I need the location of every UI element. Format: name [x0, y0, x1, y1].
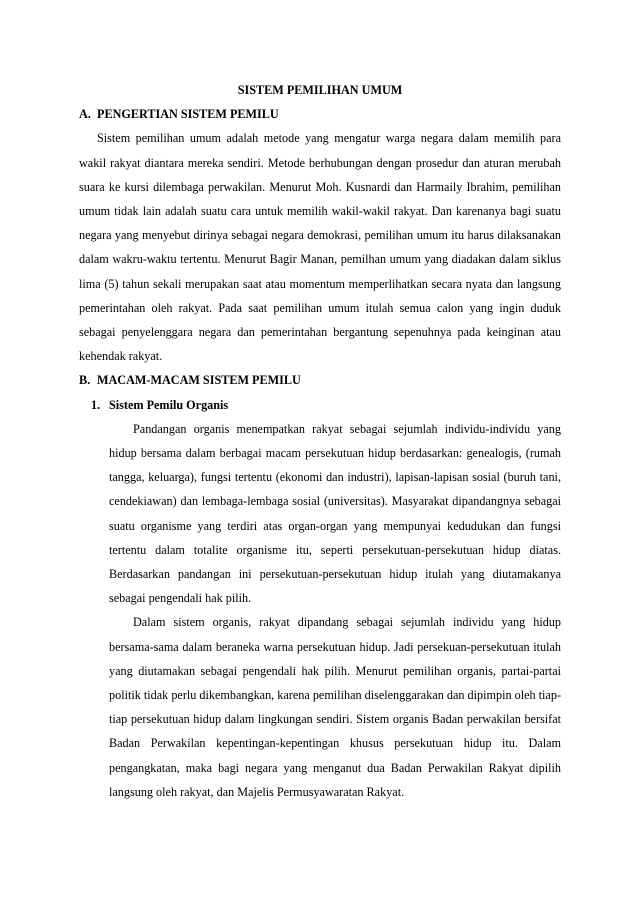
subsection-1-title: Sistem Pemilu Organis: [109, 397, 229, 412]
subsection-1-heading: [79, 393, 561, 417]
section-a-title: PENGERTIAN SISTEM PEMILU: [97, 107, 279, 122]
subsection-1-paragraph-2: Dalam sistem organis, rakyat dipandang sebagai sejumlah individu yang hidup bersama-sama dalam beraneka warna persekutuan hidup. Jadi persekuan-persekutuan itulah yang diutamakan sebagai pengendali hak pilih. Menurut pemilihan organis, partai-partai politik tidak perlu dikembangkan, karena pemilihan diselenggarakan dan dipimpin oleh tiap-tiap persekutuan hidup dalam lingkungan sendiri. Sistem organis Badan perwakilan bersifat Badan Perwakilan kepentingan-kepentingan khusus persekutuan hidup itu. Dalam pengangkatan, maka bagi negara yang menganut dua Badan Perwakilan Rakyat dipilih langsung oleh rakyat, dan Majelis Permusyawaratan Rakyat.: [109, 615, 561, 799]
section-a-heading: [79, 102, 561, 126]
section-a-paragraph: Sistem pemilihan umum adalah metode yang mengatur warga negara dalam memilih para wakil rakyat diantara mereka sendiri. Metode berhubungan dengan prosedur dan aturan merubah suara ke kursi dilembaga perwakilan. Menurut Moh. Kusnardi dan Harmaily Ibrahim, pemilihan umum tidak lain adalah suatu cara untuk memilih wakil-wakil rakyat. Dan karenanya bagi suatu negara yang menyebut dirinya sebagai negara demokrasi, pemilihan umum itu harus dilaksanakan dalam wakru-waktu tertentu. Menurut Bagir Manan, pemilhan umum yang diadakan dalam siklus lima (5) tahun sekali merupakan saat atau momentum memperlihatkan secara nyata dan langsung pemerintahan oleh rakyat. Pada saat pemilihan umum itulah semua calon yang ingin duduk sebagai penyelenggara negara dan pemerintahan bergantung sepenuhnya pada keinginan atau kehendak rakyat.: [79, 131, 561, 364]
subsection-1-body: [79, 417, 561, 804]
section-b-title: MACAM-MACAM SISTEM PEMILU: [97, 373, 301, 388]
section-b-heading: [79, 368, 561, 392]
subsection-1-paragraph-1: Pandangan organis menempatkan rakyat sebagai sejumlah individu-individu yang hidup bersama dalam berbagai macam persekutuan hidup berdasarkan: genealogis, (rumah tangga, keluarga), fungsi tertentu (ekonomi dan industri), lapisan-lapisan sosial (buruh tani, cendekiawan) dan lembaga-lembaga sosial (universitas). Masyarakat dipandangnya sebagai suatu organisme yang terdiri atas organ-organ yang mempunyai kedudukan dan fungsi tertentu dalam totalite organisme itu, seperti persekutuan-persekutuan hidup diatas. Berdasarkan pandangan ini persekutuan-persekutuan hidup itulah yang diutamakanya sebagai pengendali hak pilih.: [109, 421, 561, 606]
section-b-number: B.: [79, 373, 91, 388]
section-a-number: A.: [79, 107, 91, 122]
document-title: SISTEM PEMILIHAN UMUM: [237, 83, 403, 97]
subsection-1-number: 1.: [91, 397, 101, 412]
document-content: [79, 78, 561, 804]
